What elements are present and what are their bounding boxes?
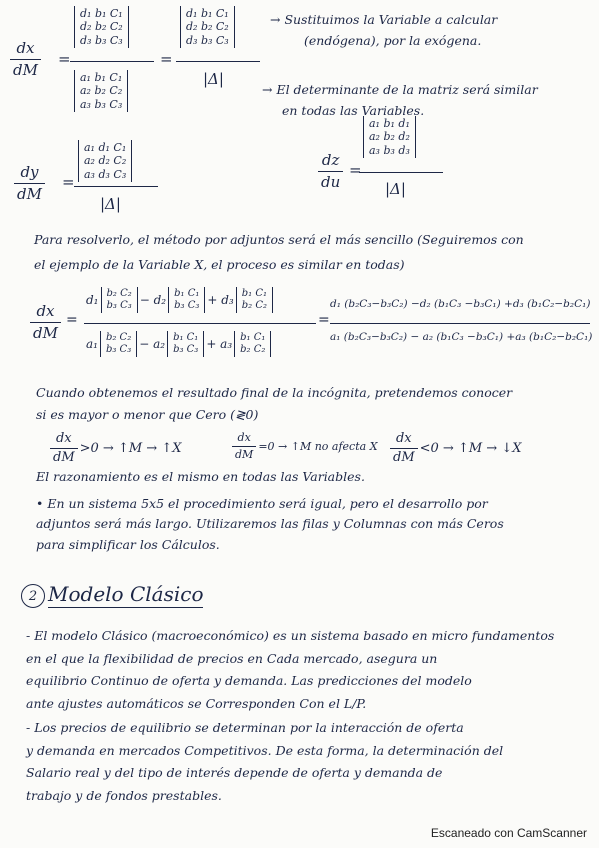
dy-fraction-bar [74, 186, 158, 187]
delta-denominator: |Δ| [203, 70, 224, 88]
fraction-bar [70, 61, 154, 62]
equals-sign-6: = [318, 312, 330, 328]
expanded-numerator: d₁ (b₂C₃−b₃C₂) −d₂ (b₁C₃ −b₃C₁) +d₃ (b₁C₂−b₂C₁) [330, 298, 591, 310]
scanner-watermark: Escaneado con CamScanner [430, 826, 587, 840]
note-determinant: → El determinante de la matriz será similar en todas las Variables. [262, 82, 538, 118]
expanded-fraction-bar [330, 323, 590, 324]
expansion-fraction-bar [84, 323, 316, 324]
equals-sign-3: = [62, 173, 75, 191]
paragraph-sign: Cuando obtenemos el resultado final de la incógnita, pretendemos conocer si es mayor o menor que Cero (≷0) [36, 385, 513, 422]
expanded-denominator: a₁ (b₂C₃−b₃C₂) − a₂ (b₁C₃ −b₃C₁) +a₃ (b₁C₂−b₂C₁) [330, 331, 593, 343]
section-title: Modelo Clásico [48, 582, 204, 606]
dy-delta-denominator: |Δ| [100, 195, 121, 213]
numerator-determinant: d₁ b₁ C₁ d₂ b₂ C₂ d₃ b₃ C₃ [74, 6, 129, 48]
section-number-circle: 2 [21, 584, 45, 608]
dz-delta-denominator: |Δ| [385, 180, 406, 198]
equals-sign-4: = [349, 161, 362, 179]
equals-sign: = [58, 50, 71, 68]
note-substitute: → Sustituimos la Variable a calcular (endógena), por la exógena. [270, 12, 498, 48]
dz-du-fraction-label: $\frac{dz}{du}$ [318, 152, 343, 190]
lhs-numerator: dx [16, 39, 35, 57]
equals-sign-2: = [160, 50, 173, 68]
dz-determinant: a₁ b₁ d₁ a₂ b₂ d₂ a₃ b₃ d₃ [363, 116, 416, 158]
expansion-numerator: d₁ b₂ C₂ b₃ C₃ − d₂ b₁ C₁ b₃ C₃ + d₃ b₁ C₁ b₂ C₂ [86, 287, 273, 313]
paragraph-reasoning: El razonamiento es el mismo en todas las Variables. • En un sistema 5x5 el procedimiento será igual, pero el desarrollo por adjuntos será más largo. Utilizaremos las filas y Columnas con más Ceros para simplificar los Cálculos. [36, 469, 504, 552]
expansion-denominator: a₁ b₂ C₂ b₃ C₃ − a₂ b₁ C₁ b₃ C₃ + a₃ b₁ C₁ b₂ C₂ [86, 331, 271, 357]
dy-dm-fraction-label: $\frac{dy}{dM}$ [14, 164, 45, 202]
dz-fraction-bar [359, 172, 443, 173]
paragraph-modelo-clasico: - El modelo Clásico (macroeconómico) es un sistema basado en micro fundamentos en el que la flexibilidad de precios en Cada mercado, asegura un equilibrio Continuo de oferta y demanda. Las predicciones del modelo ante ajustes automáticos se Corresponden Con el L/P. - Los precios de equilibrio se determinan por la interacción de oferta y demanda en mercados Competitivos. De esta forma, la determinación del Salario real y del tipo de interés depende de oferta y demanda de trabajo y de fondos prestables. [26, 628, 555, 803]
dx-dm-fraction-label-2: $\frac{dx}{dM}$ [30, 303, 61, 341]
dy-determinant: a₁ d₁ C₁ a₂ d₂ C₂ a₃ d₃ C₃ [78, 140, 132, 182]
lhs-denominator: dM [13, 60, 38, 79]
equals-sign-5: = [66, 312, 78, 328]
case-zero: $\frac{dx}{dM}$ =0 → ↑M no afecta X [232, 432, 378, 461]
rhs-fraction-bar [176, 61, 260, 62]
paragraph-adjuntos: Para resolverlo, el método por adjuntos será el más sencillo (Seguiremos con el ejemplo de la Variable X, el proceso es similar en todas) [34, 232, 524, 272]
case-positive: $\frac{dx}{dM}$ >0 → ↑M → ↑X [50, 432, 181, 466]
denominator-determinant: a₁ b₁ C₁ a₂ b₂ C₂ a₃ b₃ C₃ [74, 70, 128, 112]
dx-dm-fraction-label [10, 40, 41, 78]
rhs-determinant: d₁ b₁ C₁ d₂ b₂ C₂ d₃ b₃ C₃ [180, 6, 235, 48]
case-negative: $\frac{dx}{dM}$ <0 → ↑M → ↓X [390, 432, 521, 466]
